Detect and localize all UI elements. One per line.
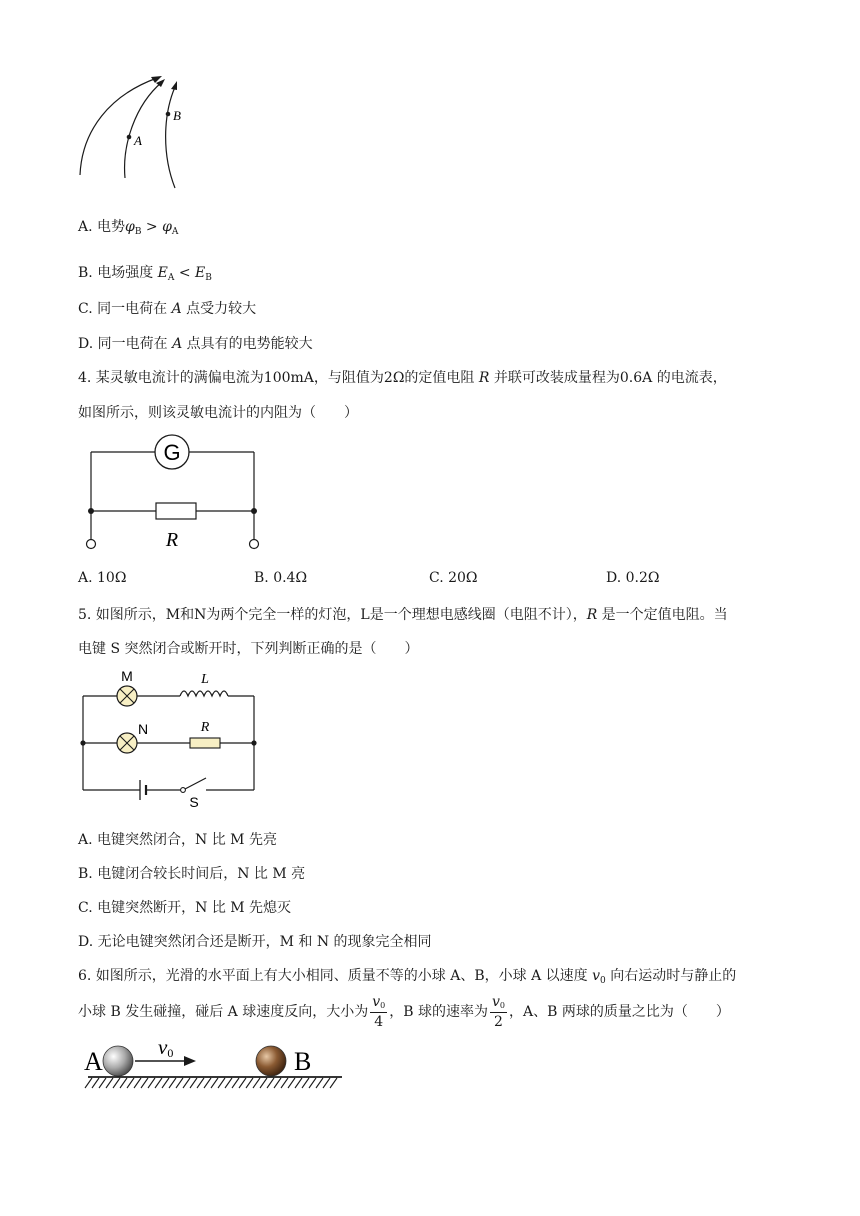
arrow-right xyxy=(171,81,177,90)
hatch-line xyxy=(274,1078,281,1088)
hatch-line xyxy=(295,1078,302,1088)
ground-hatching xyxy=(85,1078,337,1088)
q5-stem-line2: 电键 S 突然闭合或断开时，下列判断正确的是（ ） xyxy=(78,641,419,657)
velocity-label: v0 xyxy=(158,1035,174,1060)
hatch-line xyxy=(99,1078,106,1088)
junction-left xyxy=(88,508,94,514)
resistor-symbol xyxy=(156,503,196,519)
hatch-line xyxy=(120,1078,127,1088)
hatch-line xyxy=(113,1078,120,1088)
inductor-circuit-figure xyxy=(78,665,263,810)
hatch-line xyxy=(288,1078,295,1088)
junction-right xyxy=(251,508,257,514)
lamp-n-label: N xyxy=(137,721,149,737)
terminal-right xyxy=(250,540,259,549)
switch-blade xyxy=(185,778,206,789)
q5-option-b: B. 电键闭合较长时间后，N 比 M 亮 xyxy=(78,866,306,882)
collision-figure xyxy=(80,1036,350,1094)
switch-pivot xyxy=(181,788,186,793)
junction-left xyxy=(80,740,85,745)
hatch-line xyxy=(232,1078,239,1088)
q4-stem-line1: 4. 某灵敏电流计的满偏电流为100mA，与阻值为2Ω的定值电阻 R 并联可改装成量程为0.6A 的电流表， xyxy=(78,370,727,386)
hatch-line xyxy=(162,1078,169,1088)
hatch-line xyxy=(260,1078,267,1088)
point-b xyxy=(166,112,171,117)
field-line-left xyxy=(80,78,157,175)
q3-option-b: B. 电场强度 $E_A < E_B$ xyxy=(78,265,212,283)
field-lines-figure xyxy=(70,70,200,195)
q5-option-c: C. 电键突然断开，N 比 M 先熄灭 xyxy=(78,900,292,916)
fraction-v0-over-2: $\frac{v0}{2}$ xyxy=(491,994,505,1030)
hatch-line xyxy=(211,1078,218,1088)
q3-option-c: C. 同一电荷在 A 点受力较大 xyxy=(78,301,257,317)
hatch-line xyxy=(106,1078,113,1088)
junction-right xyxy=(251,740,256,745)
galvanometer-label: G xyxy=(163,440,181,465)
ball-a-label: A xyxy=(84,1047,103,1076)
hatch-line xyxy=(323,1078,330,1088)
q6-stem-line1: 6. 如图所示，光滑的水平面上有大小相同、质量不等的小球 A、B，小球 A 以速度 $v_0$ 向右运动时与静止的 xyxy=(78,968,737,986)
hatch-line xyxy=(302,1078,309,1088)
label-b: B xyxy=(173,108,181,123)
q4-option-b: B. 0.4Ω xyxy=(254,570,308,586)
ball-a xyxy=(103,1046,133,1076)
hatch-line xyxy=(218,1078,225,1088)
lamp-n-symbol xyxy=(117,733,137,753)
hatch-line xyxy=(197,1078,204,1088)
q5-option-a: A. 电键突然闭合，N 比 M 先亮 xyxy=(78,832,277,848)
resistor-label: R xyxy=(200,720,210,735)
q3-option-d: D. 同一电荷在 A 点具有的电势能较大 xyxy=(78,336,313,352)
hatch-line xyxy=(281,1078,288,1088)
resistor-symbol xyxy=(190,738,220,748)
hatch-line xyxy=(239,1078,246,1088)
hatch-line xyxy=(267,1078,274,1088)
hatch-line xyxy=(225,1078,232,1088)
hatch-line xyxy=(316,1078,323,1088)
ball-b xyxy=(256,1046,286,1076)
terminal-left xyxy=(87,540,96,549)
hatch-line xyxy=(253,1078,260,1088)
inductor-coil xyxy=(180,691,228,696)
hatch-line xyxy=(141,1078,148,1088)
hatch-line xyxy=(176,1078,183,1088)
switch-label: S xyxy=(189,794,199,810)
lamp-m-symbol xyxy=(117,686,137,706)
hatch-line xyxy=(204,1078,211,1088)
hatch-line xyxy=(148,1078,155,1088)
q4-stem-line2: 如图所示，则该灵敏电流计的内阻为（ ） xyxy=(78,405,358,421)
q5-option-d: D. 无论电键突然闭合还是断开，M 和 N 的现象完全相同 xyxy=(78,934,432,950)
hatch-line xyxy=(190,1078,197,1088)
inductor-label: L xyxy=(201,672,209,687)
q5-stem-line1: 5. 如图所示，M和N为两个完全一样的灯泡，L是一个理想电感线圈（电阻不计），R 是一个定值电阻。当 xyxy=(78,607,728,623)
hatch-line xyxy=(309,1078,316,1088)
hatch-line xyxy=(85,1078,92,1088)
hatch-line xyxy=(155,1078,162,1088)
label-a: A xyxy=(134,133,142,148)
field-line-middle xyxy=(125,82,162,178)
q4-option-a: A. 10Ω xyxy=(78,570,127,586)
hatch-line xyxy=(169,1078,176,1088)
q4-option-c: C. 20Ω xyxy=(429,570,478,586)
hatch-line xyxy=(246,1078,253,1088)
hatch-line xyxy=(127,1078,134,1088)
hatch-line xyxy=(134,1078,141,1088)
hatch-line xyxy=(183,1078,190,1088)
hatch-line xyxy=(330,1078,337,1088)
fraction-v0-over-4: $\frac{v0}{4}$ xyxy=(372,994,386,1030)
q4-option-d: D. 0.2Ω xyxy=(606,570,660,586)
lamp-m-label: M xyxy=(121,668,133,684)
galvanometer-circuit-figure xyxy=(80,430,270,555)
ball-b-label: B xyxy=(294,1047,312,1076)
field-line-right xyxy=(166,87,175,188)
q6-stem-line2: 小球 B 发生碰撞，碰后 A 球速度反向，大小为 $\frac{v0}{4}$ ，B 球的速率为 $\frac{v0}{2}$ ，A、B 两球的质量之比为（ ） xyxy=(78,994,730,1030)
resistor-label: R xyxy=(165,529,179,551)
hatch-line xyxy=(92,1078,99,1088)
point-a xyxy=(127,135,132,140)
q3-option-a: A. 电势$\varphi_B > \varphi_A$ xyxy=(78,219,179,237)
